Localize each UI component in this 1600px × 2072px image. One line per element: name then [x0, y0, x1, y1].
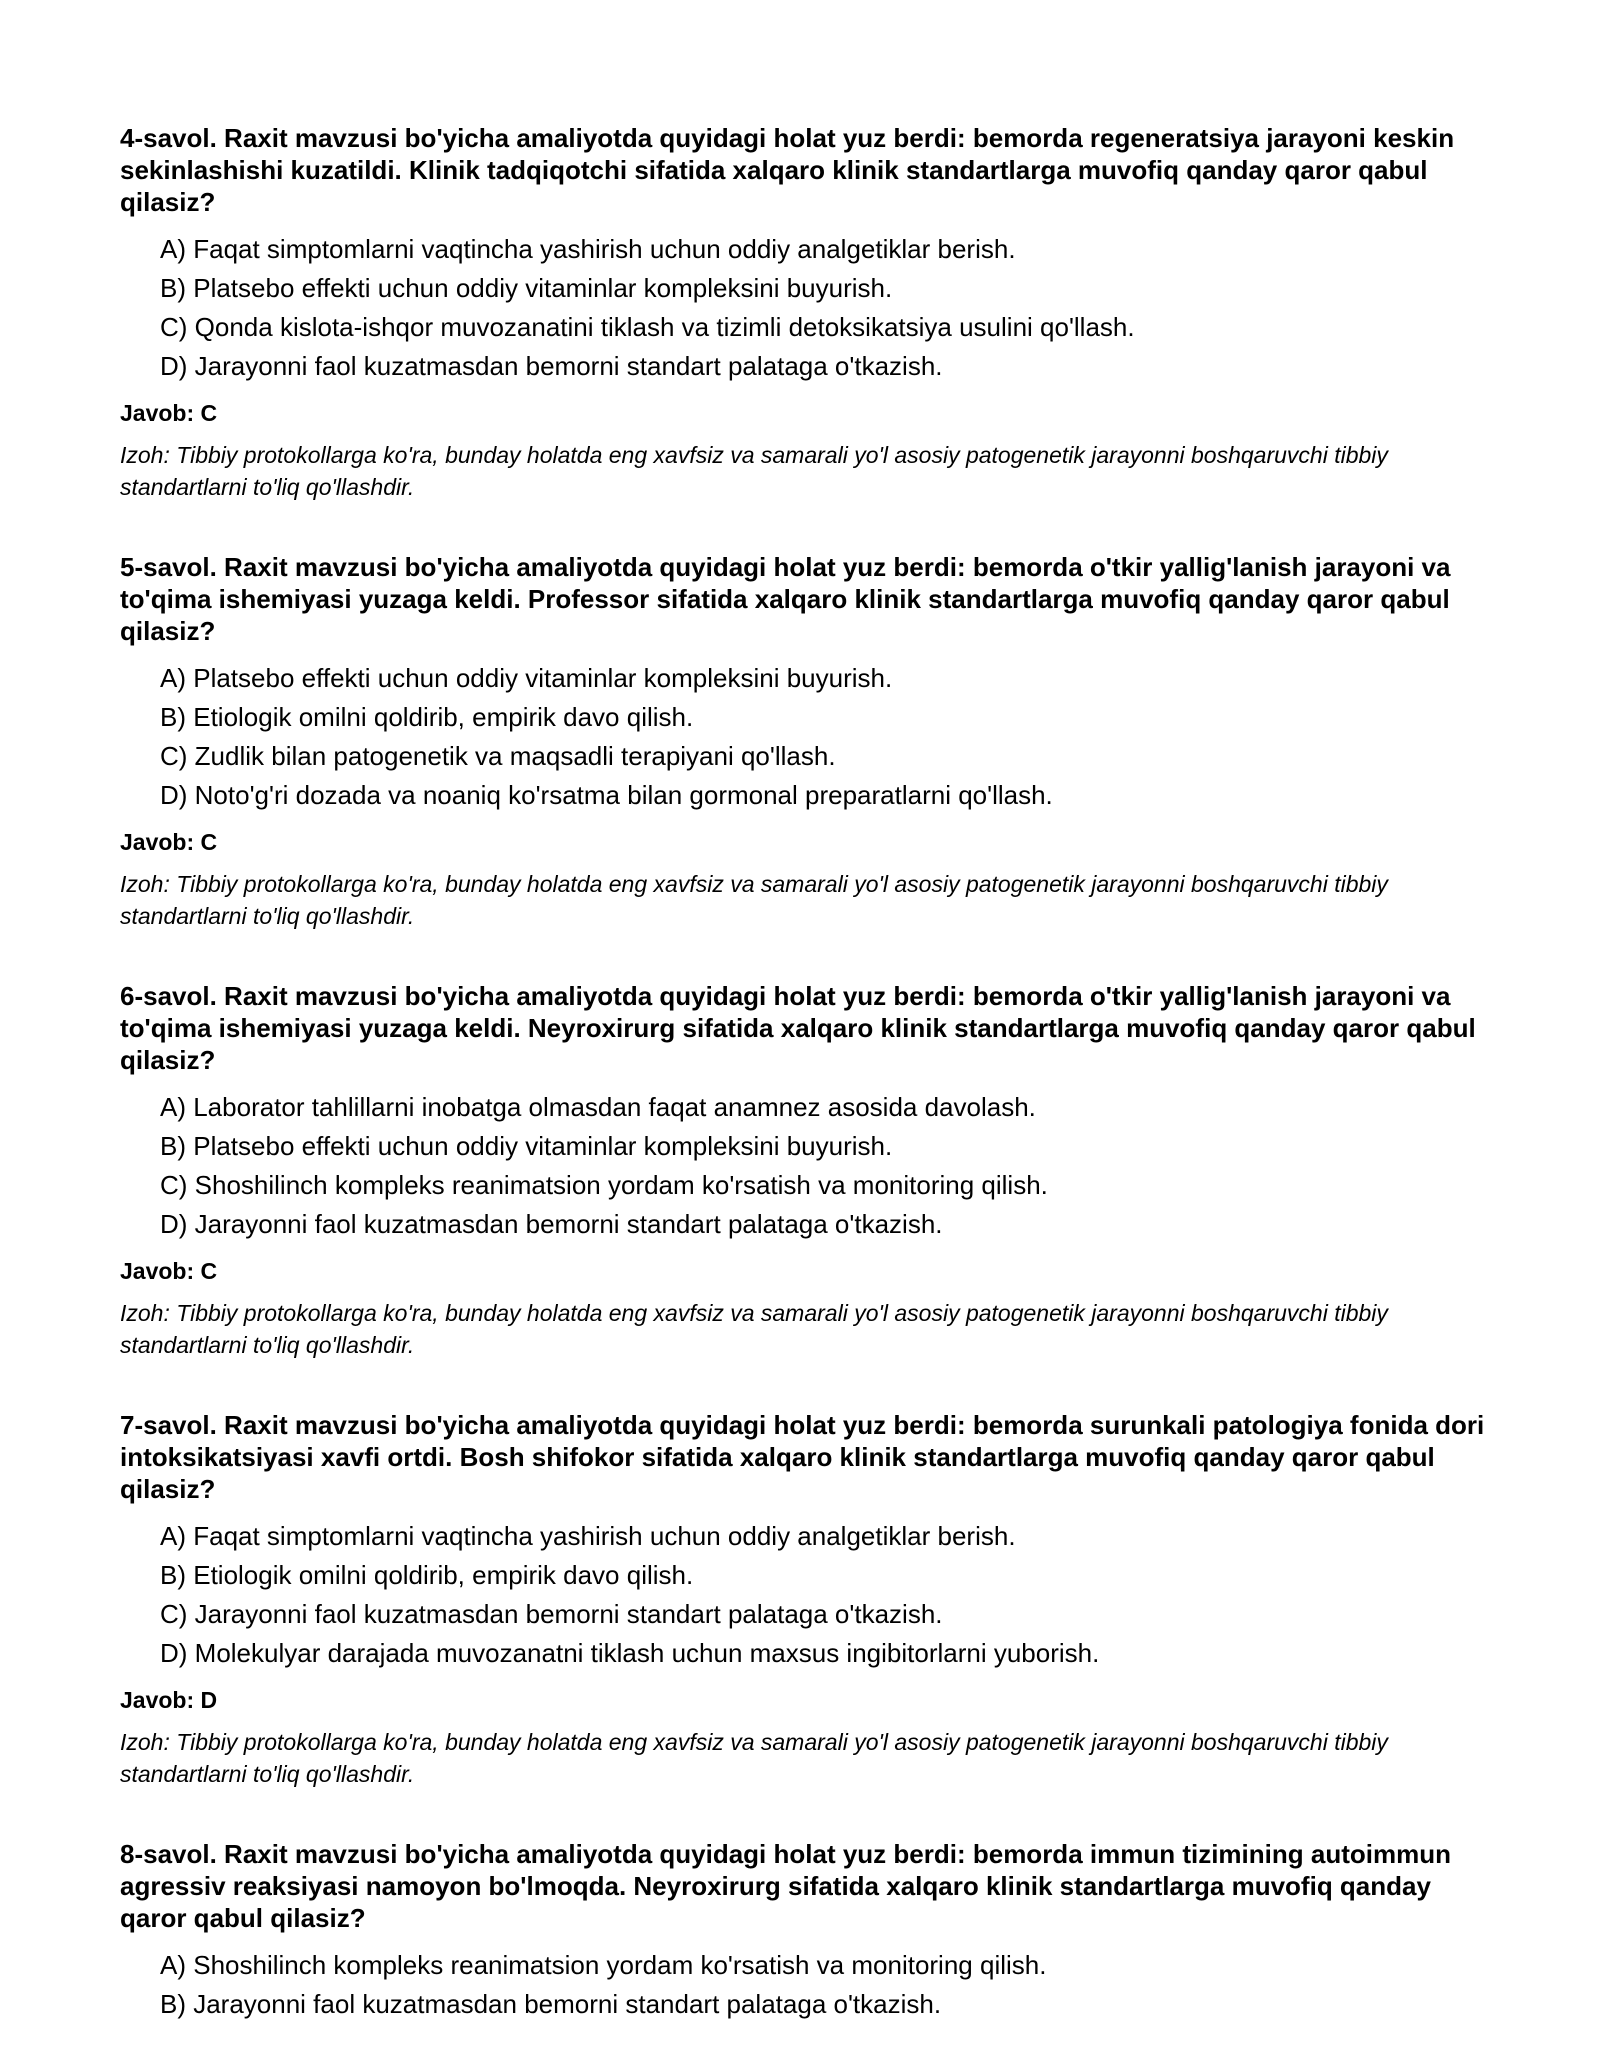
answer-line: Javob: C: [120, 829, 218, 855]
option-c: C) Qonda kislota-ishqor muvozanatini tiklash va tizimli detoksikatsiya usulini qo'llash.: [160, 312, 1135, 342]
option-c: C) Shoshilinch kompleks reanimatsion yordam ko'rsatish va monitoring qilish.: [160, 1170, 1048, 1200]
option-d: D) Jarayonni faol kuzatmasdan bemorni standart palataga o'tkazish.: [160, 351, 943, 381]
options-list: [120, 1946, 1490, 2024]
explanation-note: Izoh: Tibbiy protokollarga ko'ra, bunday holatda eng xavfsiz va samarali yo'l asosiy patogenetik jarayonni boshqaruvchi tibbiy standartlarni to'liq qo'llashdir.: [120, 871, 1388, 929]
option-d: D) Noto'g'ri dozada va noaniq ko'rsatma bilan gormonal preparatlarni qo'llash.: [160, 780, 1053, 810]
explanation-note: Izoh: Tibbiy protokollarga ko'ra, bunday holatda eng xavfsiz va samarali yo'l asosiy patogenetik jarayonni boshqaruvchi tibbiy standartlarni to'liq qo'llashdir.: [120, 442, 1388, 500]
option-b: B) Platsebo effekti uchun oddiy vitaminlar kompleksini buyurish.: [160, 1131, 893, 1161]
question-5: [120, 551, 1490, 932]
options-list: [120, 230, 1490, 386]
option-b: B) Platsebo effekti uchun oddiy vitaminlar kompleksini buyurish.: [160, 273, 893, 303]
option-b: B) Etiologik omilni qoldirib, empirik davo qilish.: [160, 1560, 694, 1590]
explanation-note: Izoh: Tibbiy protokollarga ko'ra, bunday holatda eng xavfsiz va samarali yo'l asosiy patogenetik jarayonni boshqaruvchi tibbiy standartlarni to'liq qo'llashdir.: [120, 1729, 1388, 1787]
question-7: [120, 1409, 1490, 1790]
option-c: C) Zudlik bilan patogenetik va maqsadli terapiyani qo'llash.: [160, 741, 836, 771]
option-d: D) Molekulyar darajada muvozanatni tiklash uchun maxsus ingibitorlarni yuborish.: [160, 1638, 1100, 1668]
question-6: [120, 980, 1490, 1361]
option-a: A) Platsebo effekti uchun oddiy vitaminlar kompleksini buyurish.: [160, 663, 893, 693]
question-title: 6-savol. Raxit mavzusi bo'yicha amaliyotda quyidagi holat yuz berdi: bemorda o'tkir yallig'lanish jarayoni va to'qima ishemiyasi yuzaga keldi. Neyroxirurg sifatida xalqaro klinik standartlarga muvofiq qanday qaror qabul qilasiz?: [120, 981, 1476, 1075]
option-a: A) Shoshilinch kompleks reanimatsion yordam ko'rsatish va monitoring qilish.: [160, 1950, 1047, 1980]
option-a: A) Faqat simptomlarni vaqtincha yashirish uchun oddiy analgetiklar berish.: [160, 234, 1016, 264]
option-c: C) Jarayonni faol kuzatmasdan bemorni standart palataga o'tkazish.: [160, 1599, 943, 1629]
options-list: [120, 1517, 1490, 1673]
question-title: 7-savol. Raxit mavzusi bo'yicha amaliyotda quyidagi holat yuz berdi: bemorda surunkali patologiya fonida dori intoksikatsiyasi xavfi ortdi. Bosh shifokor sifatida xalqaro klinik standartlarga muvofiq qanday qaror qabul qilasiz?: [120, 1410, 1485, 1504]
question-title: 8-savol. Raxit mavzusi bo'yicha amaliyotda quyidagi holat yuz berdi: bemorda immun tizimining autoimmun agressiv reaksiyasi namoyon bo'lmoqda. Neyroxirurg sifatida xalqaro klinik standartlarga muvofiq qanday qaror qabul qilasiz?: [120, 1839, 1451, 1933]
option-d: D) Jarayonni faol kuzatmasdan bemorni standart palataga o'tkazish.: [160, 1209, 943, 1239]
option-a: A) Laborator tahlillarni inobatga olmasdan faqat anamnez asosida davolash.: [160, 1092, 1036, 1122]
answer-line: Javob: D: [120, 1687, 218, 1713]
explanation-note: Izoh: Tibbiy protokollarga ko'ra, bunday holatda eng xavfsiz va samarali yo'l asosiy patogenetik jarayonni boshqaruvchi tibbiy standartlarni to'liq qo'llashdir.: [120, 1300, 1388, 1358]
answer-line: Javob: C: [120, 400, 218, 426]
document-page: [120, 122, 1490, 2072]
answer-line: Javob: C: [120, 1258, 218, 1284]
options-list: [120, 1088, 1490, 1244]
option-b: B) Etiologik omilni qoldirib, empirik davo qilish.: [160, 702, 694, 732]
option-a: A) Faqat simptomlarni vaqtincha yashirish uchun oddiy analgetiklar berish.: [160, 1521, 1016, 1551]
question-title: 5-savol. Raxit mavzusi bo'yicha amaliyotda quyidagi holat yuz berdi: bemorda o'tkir yallig'lanish jarayoni va to'qima ishemiyasi yuzaga keldi. Professor sifatida xalqaro klinik standartlarga muvofiq qanday qaror qabul qilasiz?: [120, 552, 1451, 646]
question-8: [120, 1838, 1490, 2024]
question-4: [120, 122, 1490, 503]
option-b: B) Jarayonni faol kuzatmasdan bemorni standart palataga o'tkazish.: [160, 1989, 942, 2019]
question-title: 4-savol. Raxit mavzusi bo'yicha amaliyotda quyidagi holat yuz berdi: bemorda regeneratsiya jarayoni keskin sekinlashishi kuzatildi. Klinik tadqiqotchi sifatida xalqaro klinik standartlarga muvofiq qanday qaror qabul qilasiz?: [120, 123, 1455, 217]
options-list: [120, 659, 1490, 815]
